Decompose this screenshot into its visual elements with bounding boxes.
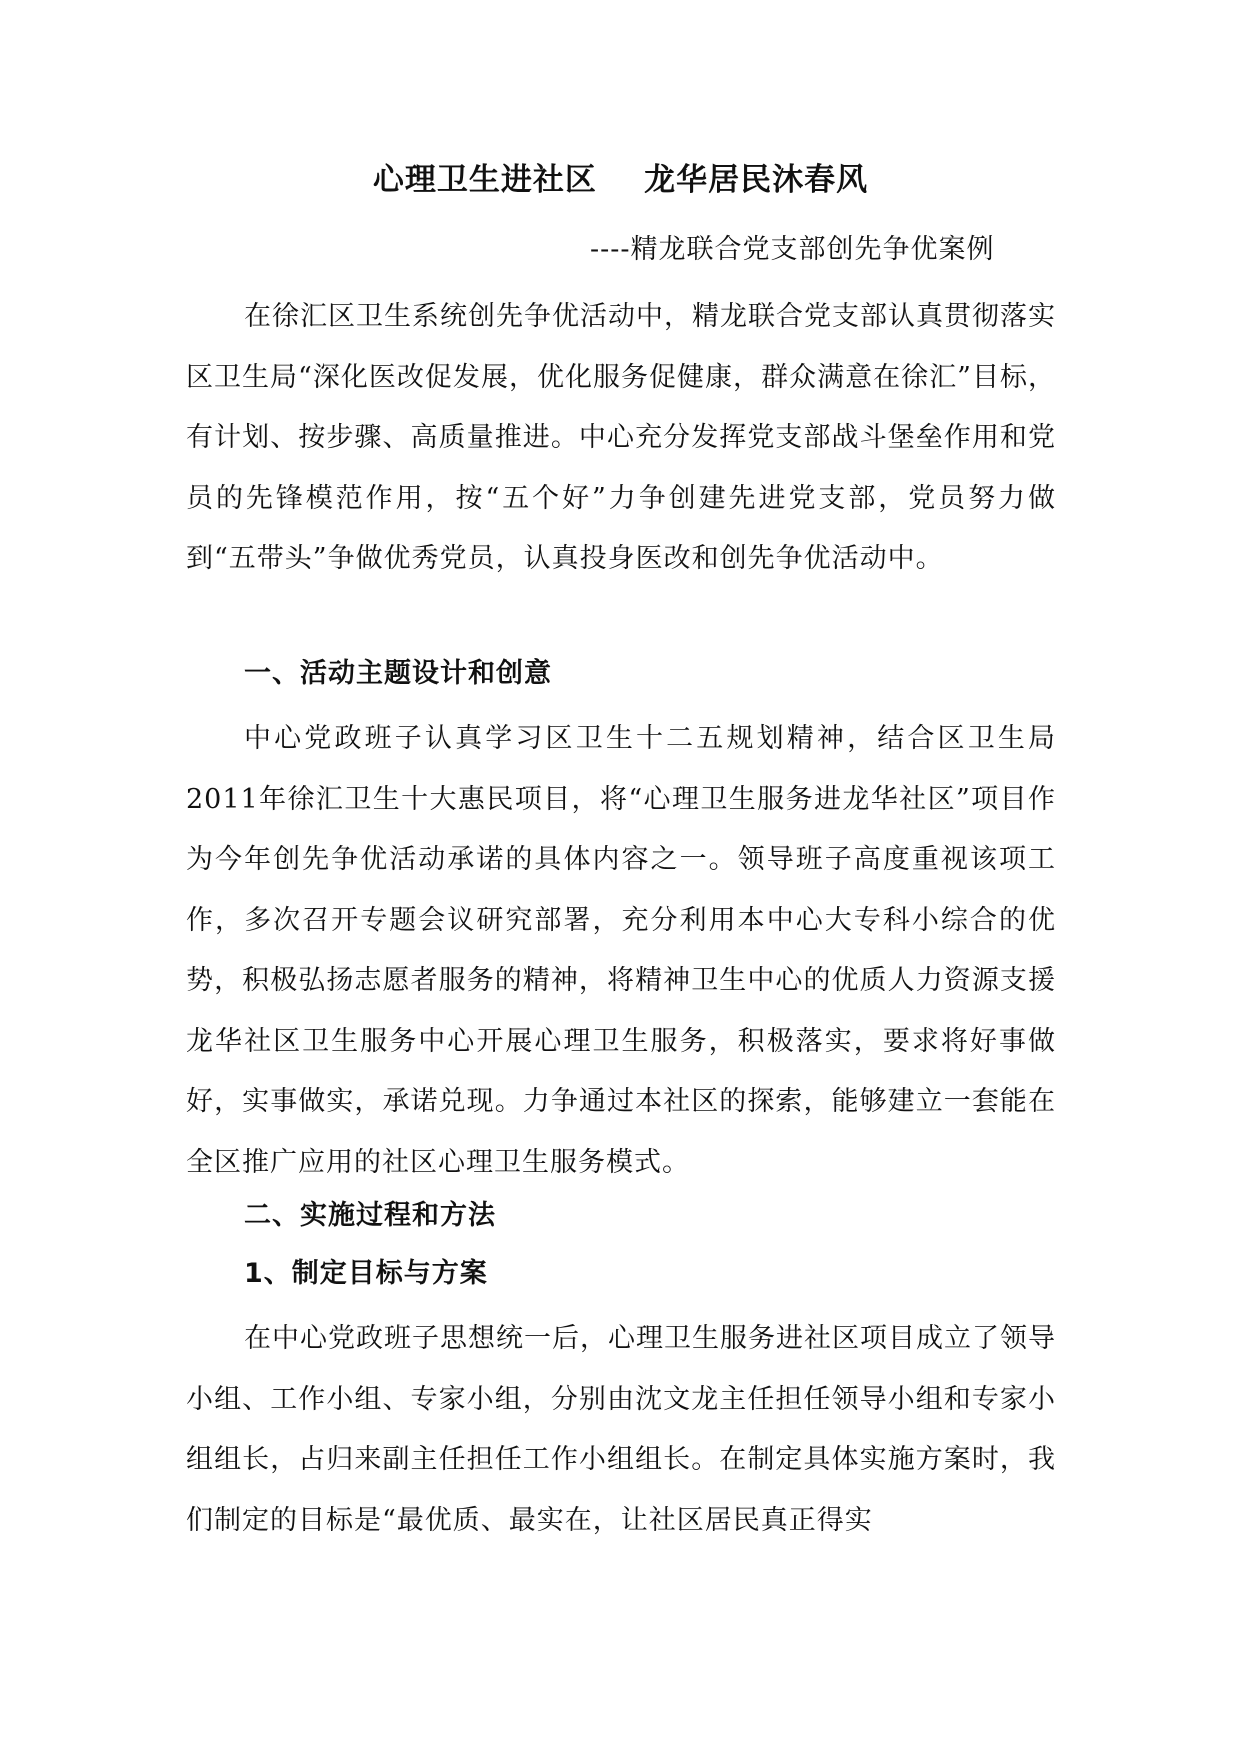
paragraph-theme: 中心党政班子认真学习区卫生十二五规划精神，结合区卫生局2011年徐汇卫生十大惠民项目，将“心理卫生服务进龙华社区”项目作为今年创先争优活动承诺的具体内容之一。领导班子高度重视该项工作，多次召开专题会议研究部署，充分利用本中心大专科小综合的优势，积极弘扬志愿者服务的精神，将精神卫生中心的优质人力资源支援龙华社区卫生服务中心开展心理卫生服务，积极落实，要求将好事做好，实事做实，承诺兑现。力争通过本社区的探索，能够建立一套能在全区推广应用的社区心理卫生服务模式。 bbox=[186, 723, 1056, 1178]
paragraph-plan: 在中心党政班子思想统一后，心理卫生服务进社区项目成立了领导小组、工作小组、专家小组，分别由沈文龙主任担任领导小组和专家小组组长，占归来副主任担任工作小组组长。在制定具体实施方案时，我们制定的目标是“最优质、最实在，让社区居民真正得实 bbox=[186, 1323, 1056, 1536]
section-heading-2: 二、实施过程和方法 bbox=[244, 1200, 496, 1231]
document-title: 心理卫生进社区 龙华居民沐春风 bbox=[372, 162, 869, 198]
document-subtitle: ----精龙联合党支部创先争优案例 bbox=[590, 234, 995, 265]
subsection-heading-1: 1、制定目标与方案 bbox=[244, 1258, 488, 1289]
paragraph-intro: 在徐汇区卫生系统创先争优活动中，精龙联合党支部认真贯彻落实区卫生局“深化医改促发展，优化服务促健康，群众满意在徐汇”目标，有计划、按步骤、高质量推进。中心充分发挥党支部战斗堡垒作用和党员的先锋模范作用，按“五个好”力争创建先进党支部，党员努力做到“五带头”争做优秀党员，认真投身医改和创先争优活动中。 bbox=[186, 301, 1056, 574]
section-heading-1: 一、活动主题设计和创意 bbox=[244, 658, 552, 689]
